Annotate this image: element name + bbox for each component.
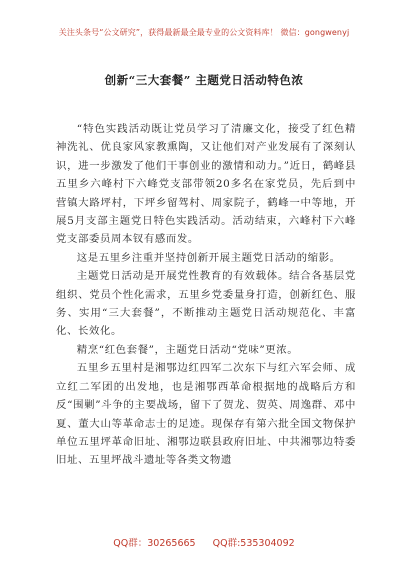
paragraph: 主题党日活动是开展党性教育的有效载体。结合各基层党组织、党员个性化需求，五里乡党委量身打造，创新红色、服务、实用“三大套餐”，不断推动主题党日活动规范化、丰富化、长效化。 [56,270,356,338]
page-header-banner: 关注头条号“公文研究”，获得最新最全最专业的公文资料库！ 微信：gongwenyj [58,28,350,37]
document-title: 创新“三大套餐” 主题党日活动特色浓 [104,73,304,87]
document-body [56,120,356,470]
page-footer [0,535,408,549]
paragraph: “特色实践活动既让党员学习了清廉文化，接受了红色精神洗礼、优良家风家教熏陶，又让他们对产业发展有了深刻认识，进一步激发了他们干事创业的激情和动力。”近日，鹤峰县五里乡六峰村下六峰党支部带领20多名在家党员，先后到中营镇大路坪村，下坪乡留驾村、周家院子，鹤峰一中等地，开展5月支部主题党日特色实践活动。活动结束，六峰村下六峰党支部委员周本钗有感而发。 [56,123,356,246]
footer-qq-group-2: QQ群:535304092 [212,538,295,549]
footer-qq-group-1: QQ群：30265665 [113,538,196,549]
paragraph: 五里乡五里村是湘鄂边红四军二次东下与红六军会师、成立红二军团的出发地，也是湘鄂西革命根据地的战略后方和反“围剿”斗争的主要战场，留下了贺龙、贺英、周逸群、邓中夏、董大山等革命志士的足迹。现保存有第六批全国文物保护单位五里坪革命旧址、湘鄂边联县政府旧址、中共湘鄂边特委旧址、五里坪战斗遗址等各类文物遗 [56,362,356,467]
paragraph: 这是五里乡注重并坚持创新开展主题党日活动的缩影。 [76,251,341,264]
paragraph: 精烹“红色套餐”，主题党日活动“党味”更浓。 [76,343,299,356]
